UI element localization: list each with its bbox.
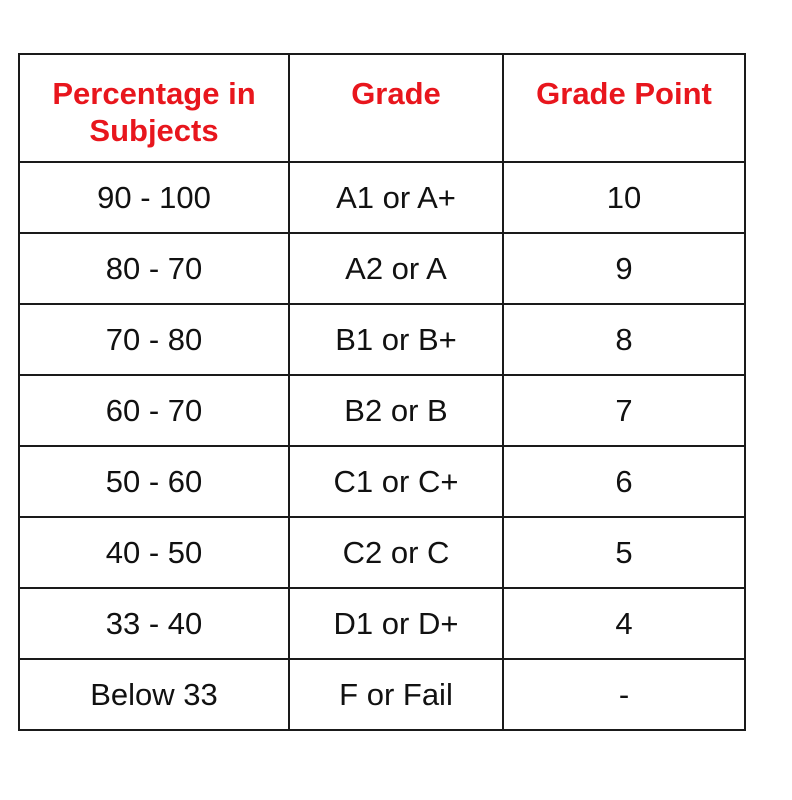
header-grade-point: Grade Point bbox=[503, 54, 745, 162]
table-row bbox=[19, 659, 745, 730]
cell-percentage: 70 - 80 bbox=[19, 304, 289, 375]
cell-grade: D1 or D+ bbox=[289, 588, 503, 659]
table-row bbox=[19, 375, 745, 446]
cell-percentage: 40 - 50 bbox=[19, 517, 289, 588]
cell-percentage: 80 - 70 bbox=[19, 233, 289, 304]
cell-grade: A2 or A bbox=[289, 233, 503, 304]
cell-grade-point: 4 bbox=[503, 588, 745, 659]
table-row bbox=[19, 588, 745, 659]
table-row bbox=[19, 162, 745, 233]
cell-percentage: 50 - 60 bbox=[19, 446, 289, 517]
table-header-row bbox=[19, 54, 745, 162]
header-percentage: Percentage in Subjects bbox=[19, 54, 289, 162]
cell-grade-point: 5 bbox=[503, 517, 745, 588]
cell-grade-point: 10 bbox=[503, 162, 745, 233]
grade-table bbox=[18, 53, 746, 731]
cell-grade: B2 or B bbox=[289, 375, 503, 446]
cell-grade: F or Fail bbox=[289, 659, 503, 730]
cell-grade: B1 or B+ bbox=[289, 304, 503, 375]
cell-grade-point: 8 bbox=[503, 304, 745, 375]
table-row bbox=[19, 446, 745, 517]
table-row bbox=[19, 304, 745, 375]
cell-percentage: 33 - 40 bbox=[19, 588, 289, 659]
cell-percentage: Below 33 bbox=[19, 659, 289, 730]
cell-grade: A1 or A+ bbox=[289, 162, 503, 233]
table-row bbox=[19, 233, 745, 304]
header-grade: Grade bbox=[289, 54, 503, 162]
cell-percentage: 90 - 100 bbox=[19, 162, 289, 233]
cell-grade-point: 9 bbox=[503, 233, 745, 304]
table-row bbox=[19, 517, 745, 588]
cell-grade-point: - bbox=[503, 659, 745, 730]
cell-grade-point: 7 bbox=[503, 375, 745, 446]
cell-grade: C2 or C bbox=[289, 517, 503, 588]
cell-grade: C1 or C+ bbox=[289, 446, 503, 517]
cell-percentage: 60 - 70 bbox=[19, 375, 289, 446]
cell-grade-point: 6 bbox=[503, 446, 745, 517]
